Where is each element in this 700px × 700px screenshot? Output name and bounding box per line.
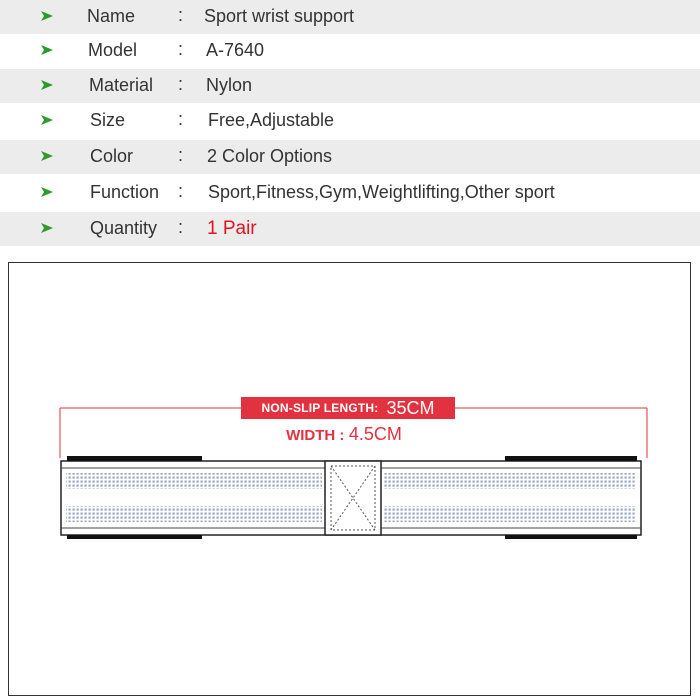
- spec-label: Material: [89, 75, 154, 95]
- spec-separator: :: [178, 74, 184, 94]
- spec-value: Nylon: [206, 75, 253, 95]
- spec-value: A-7640: [206, 40, 265, 60]
- spec-value: Sport wrist support: [204, 6, 355, 26]
- length-value: 35CM: [386, 397, 435, 418]
- length-label: NON-SLIP LENGTH:: [261, 401, 379, 415]
- spec-label: Color: [90, 146, 134, 166]
- spec-label: Quantity: [90, 218, 158, 238]
- spec-value: Free,Adjustable: [208, 110, 335, 130]
- spec-value: Sport,Fitness,Gym,Weightlifting,Other sport: [208, 182, 555, 202]
- spec-label: Size: [90, 110, 126, 130]
- width-annotation: [244, 424, 444, 445]
- width-label: WIDTH :: [286, 427, 345, 444]
- spec-label: Name: [87, 6, 136, 26]
- spec-value: 2 Color Options: [207, 146, 333, 166]
- spec-value-highlight: 1 Pair: [207, 218, 257, 239]
- spec-separator: :: [178, 39, 184, 59]
- spec-label: Function: [90, 182, 160, 202]
- spec-separator: :: [178, 109, 184, 129]
- width-value: 4.5CM: [348, 424, 402, 444]
- spec-separator: :: [178, 217, 184, 237]
- spec-separator: :: [178, 181, 184, 201]
- spec-separator: :: [178, 5, 184, 25]
- length-badge: [241, 397, 455, 419]
- spec-separator: :: [178, 145, 184, 165]
- spec-label: Model: [88, 40, 138, 60]
- stitch-patch: [325, 461, 381, 535]
